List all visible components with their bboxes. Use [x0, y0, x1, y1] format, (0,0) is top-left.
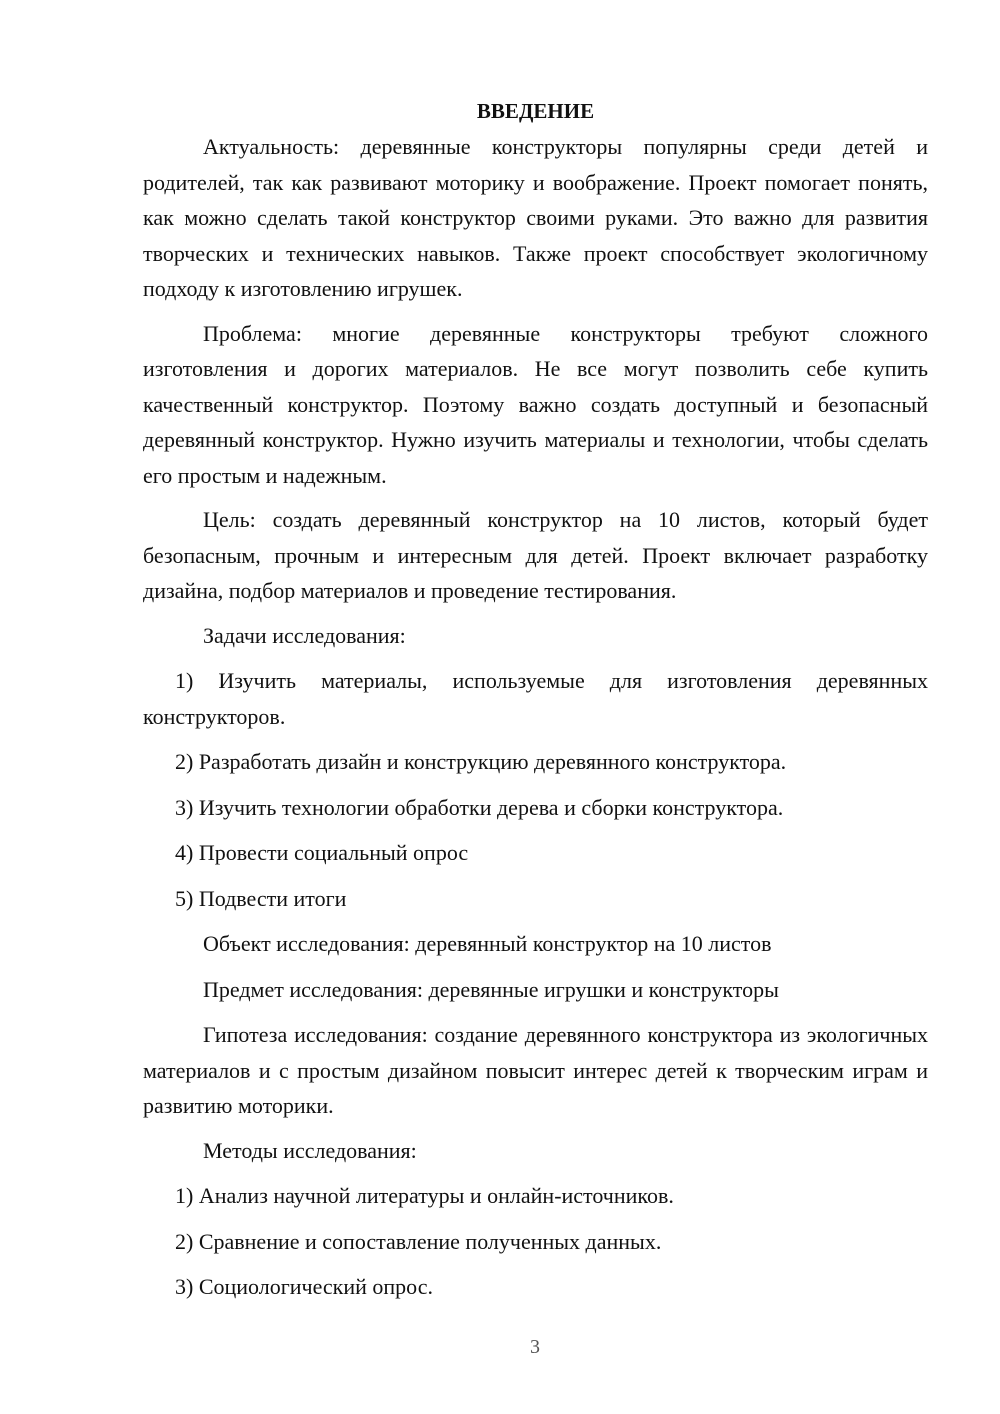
page-number: 3: [530, 1336, 540, 1358]
tasks-heading: Задачи исследования:: [203, 622, 406, 648]
task-item-4: 4) Провести социальный опрос: [175, 840, 469, 865]
section-title: ВВЕДЕНИЕ: [476, 99, 595, 123]
hypothesis-paragraph: Гипотеза исследования: создание деревянного конструктора из экологичных материалов и с простым дизайном повысит интерес детей к творческим играм и развитию моторики.: [143, 1022, 928, 1118]
task-item-3: 3) Изучить технологии обработки дерева и сборки конструктора.: [175, 794, 784, 820]
relevance-paragraph: Актуальность: деревянные конструкторы популярны среди детей и родителей, так как развивают моторику и воображение. Проект помогает понять, как можно сделать такой конструктор своими руками. Это важно для развития творческих и технических навыков. Также проект способствует экологичному подходу к изготовлению игрушек.: [143, 134, 928, 301]
method-item-3: 3) Социологический опрос.: [175, 1274, 433, 1299]
research-object: Объект исследования: деревянный конструктор на 10 листов: [203, 931, 772, 956]
document-page: [143, 96, 928, 1315]
research-subject: Предмет исследования: деревянные игрушки и конструкторы: [203, 976, 779, 1002]
methods-heading: Методы исследования:: [203, 1137, 417, 1163]
task-item-1: 1) Изучить материалы, используемые для изготовления деревянных конструкторов.: [143, 668, 928, 729]
goal-paragraph: Цель: создать деревянный конструктор на 10 листов, который будет безопасным, прочным и интересным для детей. Проект включает разработку дизайна, подбор материалов и проведение тестирования.: [143, 507, 928, 603]
task-item-5: 5) Подвести итоги: [175, 885, 347, 911]
method-item-2: 2) Сравнение и сопоставление полученных данных.: [175, 1228, 662, 1254]
problem-paragraph: Проблема: многие деревянные конструкторы требуют сложного изготовления и дорогих материалов. Не все могут позволить себе купить качественный конструктор. Поэтому важно создать доступный и безопасный деревянный конструктор. Нужно изучить материалы и технологии, чтобы сделать его простым и надежным.: [143, 320, 928, 488]
task-item-2: 2) Разработать дизайн и конструкцию деревянного конструктора.: [175, 749, 787, 774]
method-item-1: 1) Анализ научной литературы и онлайн-источников.: [175, 1183, 674, 1208]
